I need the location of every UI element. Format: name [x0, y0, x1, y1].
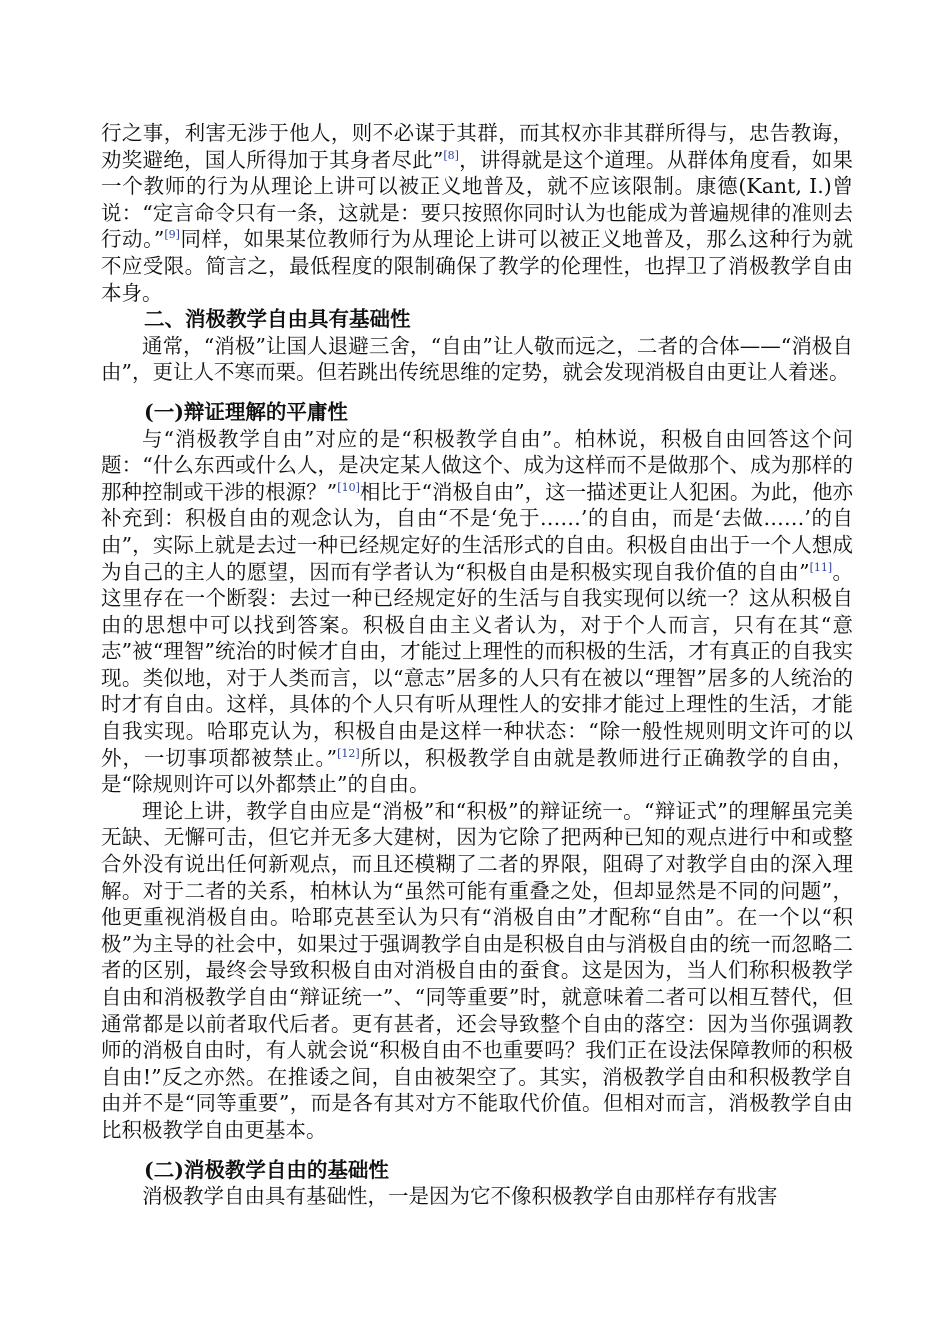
paragraph-text: 与“消极教学自由”对应的是“积极教学自由”。柏林说，积极自由回答这个问题：“什么东西或什么人，是决定某人做这个、成为这样而不是做那个、成为那样的那种控制或干涉的根源？” — [101, 426, 853, 504]
citation-9: [9] — [164, 228, 180, 242]
subsection-heading-1: (一)辩证理解的平庸性 — [144, 399, 348, 424]
subsection-heading-2: (二)消极教学自由的基础性 — [144, 1157, 389, 1182]
paragraph-2: 通常，“消极”让国人退避三舍，“自由”让人敬而远之，二者的合体——“消极自由”，更让人不寒而栗。但若跳出传统思维的定势，就会发现消极自由更让人着迷。 — [101, 333, 853, 385]
section-heading-2: 二、消极教学自由具有基础性 — [144, 307, 411, 332]
paragraph-text: 。这里存在一个断裂：去过一种已经规定好的生活与自我实现何以统一？这从积极自由的思想中可以找到答案。积极自由主义者认为，对于个人而言，只有在其“意志”被“理智”统治的时候才自由，才能过上理性的而积极的生活，才有真正的自我实现。类似地，对于人类而言，以“意志”居多的人只有在被以“理智”居多的人统治的时才有自由。这样，具体的个人只有听从理性人的安排才能过上理性的生活，才能自我实现。哈耶克认为，积极自由是这样一种状态：“除一般性规则明文许可的以外，一切事项都被禁止。” — [101, 559, 853, 770]
paragraph-text: 同样，如果某位教师行为从理论上讲可以被正义地普及，那么这种行为就不应受限。简言之，最低程度的限制确保了教学的伦理性，也捍卫了消极教学自由本身。 — [101, 227, 854, 305]
paragraph-3 — [101, 426, 853, 798]
paragraph-text: 所以，积极教学自由就是教师进行正确教学的自由，是“除规则许可以外都禁止”的自由。 — [101, 745, 853, 797]
citation-11: [11] — [809, 560, 833, 574]
paragraph-4: 理论上讲，教学自由应是“消极”和“积极”的辩证统一。“辩证式”的理解虽完美无缺、无懈可击，但它并无多大建树，因为它除了把两种已知的观点进行中和或整合外没有说出任何新观点，而且还模糊了二者的界限，阻碍了对教学自由的深入理解。对于二者的关系，柏林认为“虽然可能有重叠之处，但却显然是不同的问题”，他更重视消极自由。哈耶克甚至认为只有“消极自由”才配称“自由”。在一个以“积极”为主导的社会中，如果过于强调教学自由是积极自由与消极自由的统一而忽略二者的区别，最终会导致积极自由对消极自由的蚕食。这是因为，当人们称积极教学自由和消极教学自由“辩证统一”、“同等重要”时，就意味着二者可以相互替代，但通常都是以前者取代后者。更有甚者，还会导致整个自由的落空：因为当你强调教师的消极自由时，有人就会说“积极自由不也重要吗？我们正在设法保障教师的积极自由!”反之亦然。在推诿之间，自由被架空了。其实，消极教学自由和积极教学自由并不是“同等重要”，而是各有其对方不能取代价值。但相对而言，消极教学自由比积极教学自由更基本。 — [101, 798, 853, 1142]
citation-8: [8] — [443, 148, 459, 162]
citation-10: [10] — [337, 480, 360, 494]
paragraph-text: 行之事，利害无涉于他人，则不必谋于其群，而其权亦非其群所得与，忠告教诲，劝奖避绝，国人所得加于其身者尽此” — [101, 121, 853, 172]
paragraph-1 — [101, 120, 853, 306]
citation-12: [12] — [337, 746, 360, 760]
paragraph-text: ，讲得就是这个道理。从群体角度看，如果一个教师的行为从理论上讲可以被正义地普及，就不应该限制。康德(Kant, I.)曾说：“定言命令只有一条，这就是：要只按照你同时认为也能成为普遍规律的准则去行动。” — [101, 147, 854, 252]
paragraph-5: 消极教学自由具有基础性，一是因为它不像积极教学自由那样存有戕害 — [142, 1184, 778, 1209]
text-column — [101, 120, 853, 1210]
paragraph-text: 相比于“消极自由”，这一描述更让人犯困。为此，他亦补充到：积极自由的观念认为，自由“不是‘免于……’的自由，而是‘去做……’的自由”，实际上就是去过一种已经规定好的生活形式的自由。积极自由出于一个人想成为自己的主人的愿望，因而有学者认为“积极自由是积极实现自我价值的自由” — [101, 479, 853, 584]
